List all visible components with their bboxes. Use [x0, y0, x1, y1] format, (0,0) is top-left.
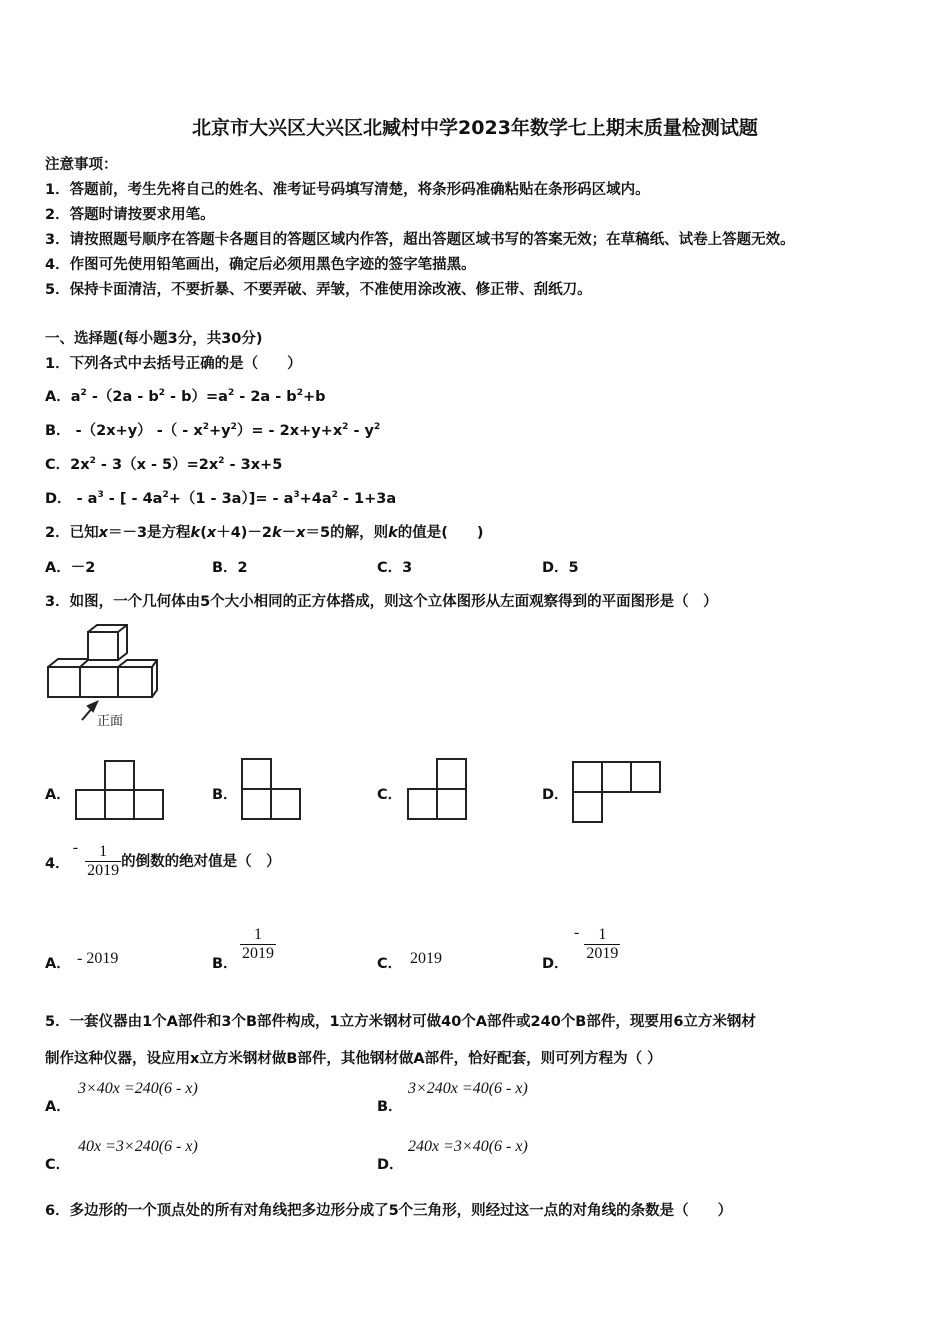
notice-item: 3．请按照题号顺序在答题卡各题目的答题区域内作答，超出答题区域书写的答案无效；在草稿纸、试卷上答题无效。 [45, 232, 795, 248]
q1-option-c: C．$2x^2 - 3(x - 5)=2x^2 - 3x+5$ [45, 456, 283, 473]
question-5-stem-line1: 5．一套仪器由1个A部件和3个B部件构成，1立方米钢材可做40个A部件或240个B部件，现要用6立方米钢材 [45, 1014, 756, 1030]
notice-item: 2．答题时请按要求用笔。 [45, 207, 215, 223]
page-title: 北京市大兴区大兴区北臧村中学2023年数学七上期末质量检测试题 [192, 117, 758, 139]
question-1-stem: 1．下列各式中去括号正确的是（ ） [45, 356, 302, 372]
q5-option-b-expr: 3×240x =40(6 - x) [408, 1080, 528, 1097]
q4-option-a-value: - 2019 [77, 950, 119, 967]
q5-option-c-label: C． [45, 1157, 71, 1173]
question-3-stem: 3．如图，一个几何体由5个大小相同的正方体搭成，则这个立体图形从左面观察得到的平面图形是（ ） [45, 594, 718, 610]
q4-option-b-value: $\frac{1}{2019}$ [242, 926, 274, 962]
q3-option-c-label: C． [377, 787, 403, 803]
q4-option-b-label: B． [212, 956, 238, 972]
notice-item: 4．作图可先使用铅笔画出，确定后必须用黑色字迹的签字笔描黑。 [45, 257, 476, 273]
question-6-stem: 6．多边形的一个顶点处的所有对角线把多边形分成了5个三角形，则经过这一点的对角线的条数是（ ） [45, 1203, 733, 1219]
q3-option-a-figure [74, 760, 166, 822]
option-label: A． [45, 389, 71, 405]
q4-option-d-value: - $\frac{1}{2019}$ [574, 924, 619, 962]
notice-item: 5．保持卡面清洁，不要折暴、不要弄破、弄皱，不准使用涂改液、修正带、刮纸刀。 [45, 282, 592, 298]
front-view-label: 正面 [97, 714, 124, 729]
section-heading: 一、选择题(每小题3分，共30分) [45, 331, 263, 347]
option-label: C． [45, 457, 71, 473]
q5-option-d-label: D． [377, 1157, 404, 1173]
q3-option-d-figure [571, 760, 663, 824]
q4-option-a-label: A． [45, 956, 71, 972]
q2-option-c: C．3 [377, 560, 413, 576]
q1-option-b: B． -（2x+y） -（ - $x^2+y^2)= - 2x+y+x^2 - y^2$ [45, 422, 381, 439]
notice-item: 1．答题前，考生先将自己的姓名、准考证号码填写清楚，将条形码准确粘贴在条形码区域内。 [45, 182, 650, 198]
q2-option-b: B．2 [212, 560, 248, 576]
fraction: $\frac{1}{2019}$ [87, 843, 120, 879]
notice-heading: 注意事项： [45, 157, 118, 173]
q5-option-a-label: A． [45, 1099, 71, 1115]
q3-option-a-label: A． [45, 787, 71, 803]
question-5-stem-line2: 制作这种仪器，设应用x立方米钢材做B部件，其他钢材做A部件，恰好配套，则可列方程为（ ） [45, 1051, 662, 1067]
q5-option-b-label: B． [377, 1099, 403, 1115]
option-label: B． [45, 423, 71, 439]
q5-option-c-expr: 40x =3×240(6 - x) [78, 1138, 198, 1155]
q5-option-a-expr: 3×40x =240(6 - x) [78, 1080, 198, 1097]
q1-option-a: A．$a^2$ $-(2a - b^2 - b)=a^2 - 2a - b^2+b$ [45, 388, 326, 405]
q4-option-c-value: 2019 [410, 950, 442, 967]
q4-option-c-label: C． [377, 956, 403, 972]
q3-option-b-figure [240, 758, 302, 822]
q3-option-d-label: D． [542, 787, 569, 803]
q4-option-d-label: D． [542, 956, 569, 972]
q3-option-b-label: B． [212, 787, 238, 803]
question-2-stem: 2．已知x＝－3是方程k(x＋4)－2k－x＝5的解，则k的值是( ) [45, 525, 484, 541]
option-label: D． [45, 491, 72, 507]
q3-option-c-figure [406, 758, 468, 822]
q1-option-d: D． - $a^3$ - [ - $4a^2+(1 - 3a)]= - a^3+4a^2 - 1+3a$ [45, 490, 397, 507]
question-4-stem: 4． - $\frac{1}{2019}$ 的倒数的绝对值是（ ） [45, 839, 281, 879]
q2-option-d: D．5 [542, 560, 579, 576]
q2-option-a: A．－2 [45, 560, 96, 576]
q5-option-d-expr: 240x =3×40(6 - x) [408, 1138, 528, 1155]
